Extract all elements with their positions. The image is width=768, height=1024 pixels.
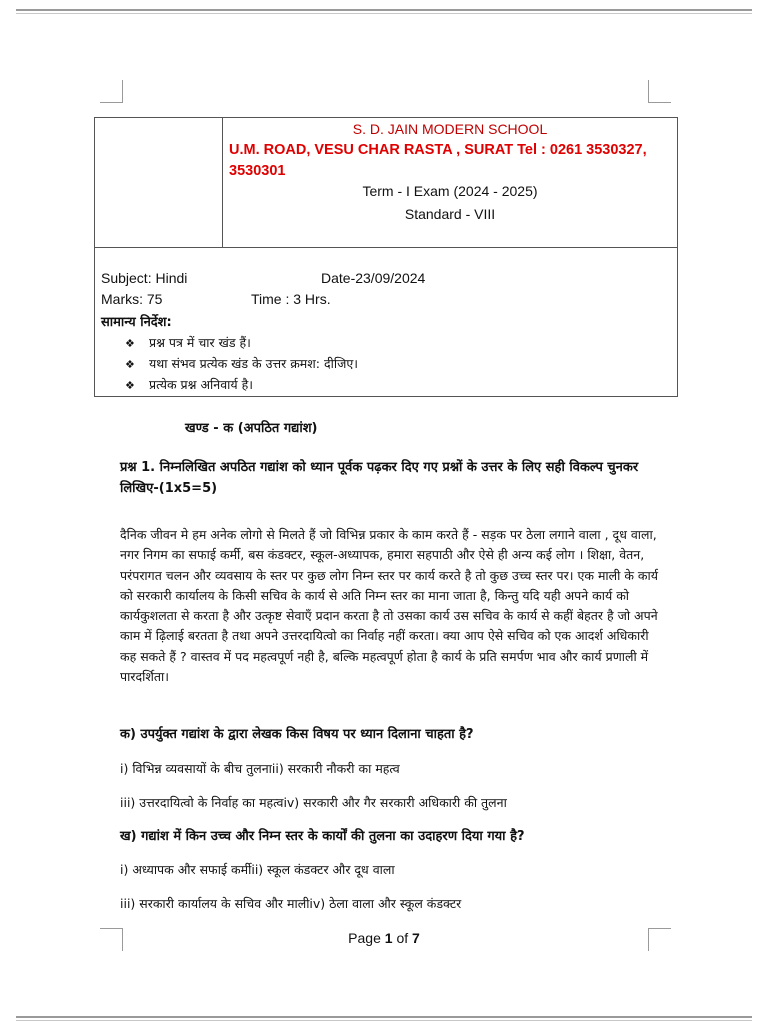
question-ka-options-2: iii) उत्तरदायित्वो के निर्वाह का महत्वiv) सरकारी और गैर सरकारी अधिकारी की तुलना <box>120 795 507 810</box>
time-label: Time : 3 Hrs. <box>251 291 331 307</box>
question-ka: क) उपर्युक्त गद्यांश के द्वारा लेखक किस विषय पर ध्यान दिलाना चाहता है? <box>120 727 474 742</box>
question-kha-options-1: i) अध्यापक और सफाई कर्मीii) स्कूल कंडक्टर और दूध वाला <box>120 862 395 877</box>
exam-header-table <box>94 117 678 397</box>
page-number: 1 <box>384 930 393 946</box>
instruction-item <box>125 332 358 353</box>
of-label: of <box>396 930 409 946</box>
header-top-row <box>95 118 677 248</box>
school-name: S. D. JAIN MODERN SCHOOL <box>352 121 548 137</box>
exam-term: Term - I Exam (2024 - 2025) <box>362 183 538 199</box>
instructions-title: सामान्य निर्देश: <box>101 315 172 330</box>
school-address: U.M. ROAD, VESU CHAR RASTA , SURAT Tel : 0261 3530327, 3530301 <box>229 142 647 179</box>
section-title: खण्ड - क (अपठित गद्यांश) <box>185 421 318 436</box>
instructions-list <box>125 332 358 395</box>
crop-mark-top-left <box>100 80 123 103</box>
question-ka-options-1: i) विभिन्न व्यवसायों के बीच तुलनाii) सरकारी नौकरी का महत्व <box>120 761 400 776</box>
diamond-bullet-icon: ❖ <box>125 379 135 392</box>
subject-label: Subject: Hindi <box>101 270 188 286</box>
page-total: 7 <box>412 930 420 946</box>
exam-standard: Standard - VIII <box>404 206 496 222</box>
instruction-text: प्रत्येक प्रश्न अनिवार्य है। <box>149 377 253 392</box>
crop-mark-top-right <box>648 80 671 103</box>
top-page-rule <box>16 9 752 14</box>
question-1-intro: प्रश्न 1. निम्नलिखित अपठित गद्यांश को ध्यान पूर्वक पढ़कर दिए गए प्रश्नों के उत्तर के लिए सही विकल्प चुनकर लिखिए-(1x5=5) <box>120 460 639 496</box>
logo-cell <box>95 118 223 247</box>
diamond-bullet-icon: ❖ <box>125 358 135 371</box>
page-label: Page <box>348 930 381 946</box>
marks-label: Marks: 75 <box>101 291 163 307</box>
page-footer <box>0 930 768 946</box>
instruction-item <box>125 374 358 395</box>
instruction-text: प्रश्न पत्र में चार खंड हैं। <box>149 335 251 350</box>
question-kha: ख) गद्यांश में किन उच्च और निम्न स्तर के कार्यों की तुलना का उदाहरण दिया गया है? <box>120 829 525 844</box>
instruction-item <box>125 353 358 374</box>
diamond-bullet-icon: ❖ <box>125 337 135 350</box>
question-kha-options-2: iii) सरकारी कार्यालय के सचिव और मालीiv) ठेला वाला और स्कूल कंडक्टर <box>120 896 462 911</box>
bottom-page-rule <box>16 1016 752 1021</box>
instruction-text: यथा संभव प्रत्येक खंड के उत्तर क्रमश: दीजिए। <box>149 356 359 371</box>
exam-date: Date-23/09/2024 <box>321 270 426 286</box>
unseen-passage: दैनिक जीवन मे हम अनेक लोगो से मिलते हैं जो विभिन्न प्रकार के काम करते हैं - सड़क पर ठेला लगाने वाला , दूध वाला, नगर निगम का सफाई कर्मी, बस कंडक्टर, स्कूल-अध्यापक, हमारा सहपाठी और ऐसे ही अन्य कई लोग । शिक्षा, वेतन, परंपरागत चलन और व्यवसाय के स्तर पर कुछ लोग निम्न स्तर पर कार्य करते है तो कुछ उच्च स्तर पर। एक माली के कार्य को सरकारी कार्यालय के किसी सचिव के कार्य से अति निम्न स्तर का माना जाता है, किन्तु यदि यही अपने कार्य को कार्यकुशलता से करता है और उत्कृष्ट सेवाएँ प्रदान करता है तो उसका कार्य उस सचिव के कार्य से कहीं बेहतर है जो अपने काम में ढ़िलाई बरतता है तथा अपने उत्तरदायित्वो का निर्वाह नहीं करता। क्या आप ऐसे सचिव को एक आदर्श अधिकारी कह सकते हैं ? वास्तव में पद महत्वपूर्ण नही है, बल्कि महत्वपूर्ण होता है कार्य के प्रति समर्पण भाव और कार्य प्रणाली में पारदर्शिता। <box>120 527 659 685</box>
